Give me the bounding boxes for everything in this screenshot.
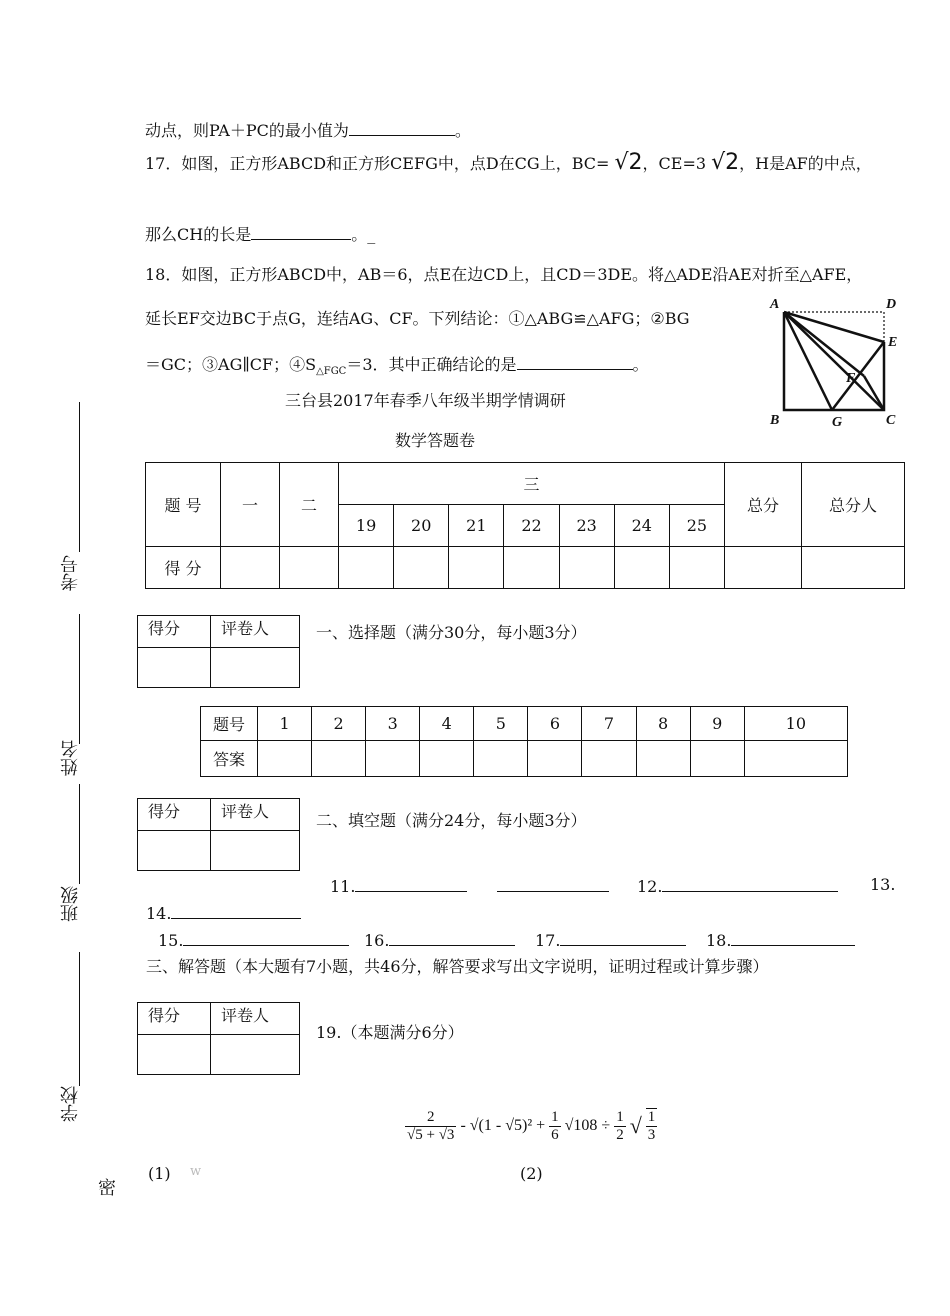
sqrt-108: √108	[564, 1117, 598, 1134]
score-input-20[interactable]	[394, 547, 449, 589]
grader-box-2	[137, 798, 300, 871]
fill-18-blank[interactable]	[731, 929, 855, 946]
cell-20: 20	[394, 505, 449, 547]
q19-formula	[405, 1108, 657, 1144]
score-input-25[interactable]	[669, 547, 724, 589]
q16-text: 动点，则PA＋PC的最小值为	[145, 121, 349, 140]
answer-num: 5	[474, 707, 528, 741]
score-input-2[interactable]	[280, 547, 339, 589]
score-input-19[interactable]	[339, 547, 394, 589]
margin-line-1	[79, 402, 80, 552]
fill-16	[364, 929, 515, 950]
answer-num: 4	[420, 707, 474, 741]
score-input-21[interactable]	[449, 547, 504, 589]
cell-col3: 三	[339, 463, 725, 505]
frac4-den: 3	[647, 1127, 656, 1143]
section1-title: 一、选择题（满分30分，每小题3分）	[316, 623, 587, 642]
frac3-den: 2	[616, 1126, 624, 1143]
cell-24: 24	[614, 505, 669, 547]
fill-17-label: 17.	[535, 931, 561, 950]
margin-xuexiao: 学校	[60, 1086, 81, 1122]
fill-11-blank[interactable]	[355, 875, 467, 892]
cell-23: 23	[559, 505, 614, 547]
score-input-1[interactable]	[221, 547, 280, 589]
answer-cell[interactable]	[366, 741, 420, 777]
answer-cell[interactable]	[528, 741, 582, 777]
q18-text-c2: ＝3．其中正确结论的是	[346, 355, 517, 374]
answer-cell[interactable]	[474, 741, 528, 777]
label-F: F	[846, 371, 856, 386]
part1-label: (1)	[148, 1164, 171, 1183]
fill-18-label: 18.	[706, 931, 732, 950]
answer-num: 1	[258, 707, 312, 741]
label-G: G	[832, 415, 843, 430]
q18-text-c1: ＝GC；③AG∥CF；④S	[145, 355, 317, 374]
q18-text-b: 延长EF交边BC于点G，连结AG、CF。下列结论：①△ABG≌△AFG；②BG	[145, 309, 690, 328]
fill-14	[146, 902, 301, 923]
answer-cell[interactable]	[312, 741, 366, 777]
divide-sign: ÷	[601, 1117, 611, 1134]
label-D: D	[886, 297, 897, 312]
minus-sign: -	[460, 1117, 466, 1134]
margin-banji: 班级	[60, 886, 81, 922]
answer-num: 2	[312, 707, 366, 741]
q17-line	[145, 150, 872, 175]
q18-line3	[145, 352, 649, 377]
score-input-22[interactable]	[504, 547, 559, 589]
fill-17	[535, 929, 686, 950]
margin-line-3	[79, 784, 80, 884]
grader-score-input[interactable]	[138, 648, 211, 688]
sqrt2-b: √2	[711, 150, 740, 175]
answer-num: 10	[744, 707, 847, 741]
sqrt2-a: √2	[614, 150, 643, 175]
fill-14-label: 14.	[146, 904, 172, 923]
q17-text-a: 17．如图，正方形ABCD和正方形CEFG中，点D在CG上，BC=	[145, 154, 610, 173]
fill-17-blank[interactable]	[560, 929, 686, 946]
label-B: B	[770, 413, 780, 428]
cell-19: 19	[339, 505, 394, 547]
cell-col1: 一	[221, 463, 280, 547]
answer-cell[interactable]	[636, 741, 690, 777]
margin-mi: 密	[98, 1178, 116, 1199]
fraction-1-over-3	[646, 1108, 658, 1144]
label-E: E	[888, 335, 898, 350]
grader-person-label: 评卷人	[211, 1003, 300, 1035]
geometry-figure	[762, 290, 912, 435]
score-input-total[interactable]	[725, 547, 802, 589]
sqrt-sign: √	[629, 1113, 642, 1138]
q17-tail: 。_	[351, 225, 376, 244]
cell-total: 总分	[725, 463, 802, 547]
score-input-total-person[interactable]	[802, 547, 905, 589]
grader-person-input[interactable]	[211, 1035, 300, 1075]
fill-11b	[497, 875, 609, 896]
fill-16-blank[interactable]	[389, 929, 515, 946]
q17-line2	[145, 222, 375, 245]
label-A: A	[770, 297, 780, 312]
frac2-num: 1	[551, 1108, 559, 1125]
q18-tail: 。	[632, 355, 649, 374]
fill-16-label: 16.	[364, 931, 390, 950]
cell-col2: 二	[280, 463, 339, 547]
label-C: C	[886, 413, 896, 428]
part2-label: (2)	[520, 1164, 543, 1183]
line-AF	[784, 312, 864, 376]
root-expression: √(1 - √5)²	[469, 1117, 533, 1134]
grader-person-input[interactable]	[211, 648, 300, 688]
cell-defen: 得 分	[146, 547, 221, 589]
grader-score-label: 得分	[138, 799, 211, 831]
q16-tail: 。	[454, 121, 471, 140]
fill-14-blank[interactable]	[171, 902, 301, 919]
margin-line-4	[79, 952, 80, 1086]
grader-score-input[interactable]	[138, 831, 211, 871]
frac4-num: 1	[647, 1109, 656, 1125]
answer-cell[interactable]	[690, 741, 744, 777]
q18-text-a: 18．如图，正方形ABCD中，AB＝6，点E在边CD上，且CD＝3DE。将△ADE沿AE对折至△AFE，	[145, 265, 863, 284]
answer-num: 9	[690, 707, 744, 741]
part1-mark: w	[190, 1164, 202, 1179]
fill-11b-blank[interactable]	[497, 875, 609, 892]
fill-12-blank[interactable]	[662, 875, 838, 892]
frac3-num: 1	[616, 1108, 624, 1125]
fill-15-label: 15.	[158, 931, 184, 950]
q16-blank	[349, 119, 455, 136]
score-table	[145, 462, 905, 589]
fill-11-label: 11.	[330, 877, 356, 896]
q19-title: 19.（本题满分6分）	[316, 1023, 464, 1042]
score-input-23[interactable]	[559, 547, 614, 589]
score-input-24[interactable]	[614, 547, 669, 589]
cell-tihao: 题 号	[146, 463, 221, 547]
fill-12	[637, 875, 838, 896]
frac2-den: 6	[551, 1126, 559, 1143]
grader-person-label: 评卷人	[211, 616, 300, 648]
line-AG	[784, 312, 832, 410]
frac1-den: √5 + √3	[407, 1126, 455, 1143]
q18-blank	[517, 353, 633, 370]
margin-line-2	[79, 614, 80, 744]
margin-kaohao: 考号	[60, 555, 81, 591]
frac1-num: 2	[405, 1109, 456, 1127]
fraction-1-over-6	[549, 1109, 561, 1144]
fraction-1-over-2	[614, 1109, 626, 1144]
q17-text-d: 那么CH的长是	[145, 225, 252, 244]
section3-title: 三、解答题（本大题有7小题，共46分，解答要求写出文字说明，证明过程或计算步骤）	[146, 957, 769, 976]
grader-box-1	[137, 615, 300, 688]
fill-15	[158, 929, 349, 950]
cell-total-person: 总分人	[802, 463, 905, 547]
fill-13-label: 13.	[870, 875, 896, 894]
fraction-2-over-sqrt5-sqrt3	[405, 1109, 456, 1144]
cell-21: 21	[449, 505, 504, 547]
grader-score-label: 得分	[138, 1003, 211, 1035]
answer-num: 8	[636, 707, 690, 741]
answer-row-label: 题号	[201, 707, 258, 741]
fill-11	[330, 875, 467, 896]
answer-label: 答案	[201, 741, 258, 777]
grader-box-3	[137, 1002, 300, 1075]
grader-person-input[interactable]	[211, 831, 300, 871]
margin-xingming: 姓名	[60, 740, 81, 776]
grader-score-label: 得分	[138, 616, 211, 648]
q18-line2	[145, 306, 690, 329]
answer-num: 3	[366, 707, 420, 741]
plus-sign: +	[536, 1117, 546, 1134]
q17-blank	[251, 223, 351, 240]
q17-text-c: ，H是AF的中点，	[739, 154, 872, 173]
cell-22: 22	[504, 505, 559, 547]
q18-line1	[145, 262, 862, 285]
q17-text-b: ，CE=3	[642, 154, 707, 173]
fill-18	[706, 929, 855, 950]
answer-num: 7	[582, 707, 636, 741]
page-title: 三台县2017年春季八年级半期学情调研	[285, 391, 566, 410]
q16-line	[145, 118, 471, 141]
cell-25: 25	[669, 505, 724, 547]
fill-15-blank[interactable]	[183, 929, 349, 946]
answer-cell[interactable]	[420, 741, 474, 777]
q18-subscript: △FGC	[316, 366, 347, 378]
fill-12-label: 12.	[637, 877, 663, 896]
line-EG	[832, 342, 884, 410]
grader-person-label: 评卷人	[211, 799, 300, 831]
grader-score-input[interactable]	[138, 1035, 211, 1075]
answer-cell[interactable]	[582, 741, 636, 777]
page-subtitle: 数学答题卷	[395, 431, 476, 450]
answer-num: 6	[528, 707, 582, 741]
answer-cell[interactable]	[744, 741, 847, 777]
section2-title: 二、填空题（满分24分，每小题3分）	[316, 811, 587, 830]
answer-table	[200, 706, 848, 777]
answer-cell[interactable]	[258, 741, 312, 777]
